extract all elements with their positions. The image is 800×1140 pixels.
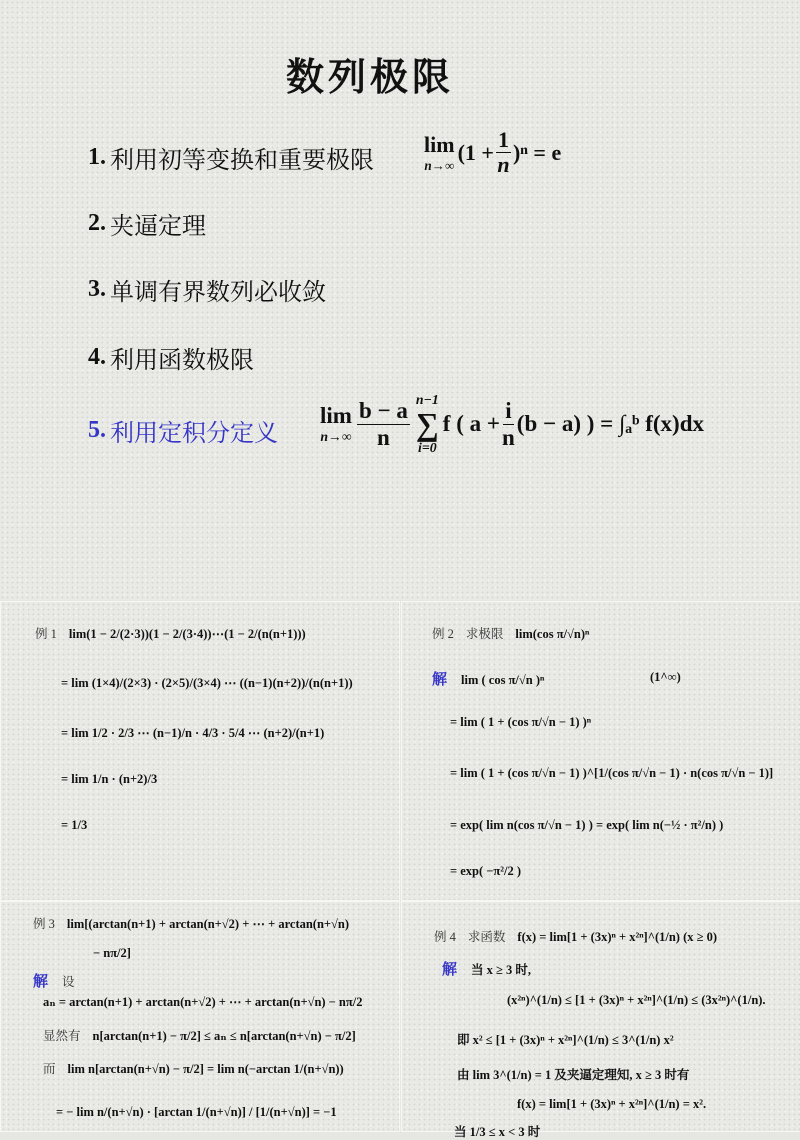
- example-label: 例 1: [35, 627, 57, 641]
- example-3-line-5: = − lim n/(n+√n) · [arctan 1/(n+√n)] / [1/(n+√n)] = −1: [56, 1105, 337, 1119]
- example-2-line-4: = exp( lim n(cos π/√n − 1) ) = exp( lim n(−½ · π²/n) ): [450, 818, 724, 832]
- example-4-line-0: [434, 927, 717, 945]
- slide-title: 数列极限: [285, 55, 454, 99]
- frac-num: i: [505, 398, 512, 424]
- example-label: 例 3: [33, 917, 55, 931]
- method-5: [88, 413, 278, 448]
- example-4-line-3: 即 x² ≤ [1 + (3x)ⁿ + x²ⁿ]^(1/n) ≤ 3^(1/n) x²: [457, 1033, 674, 1047]
- lim: lim: [320, 403, 352, 428]
- example-3-line-2: aₙ = arctan(n+1) + arctan(n+√2) + ⋯ + arctan(n+√n) − nπ/2: [43, 995, 363, 1009]
- math-line: lim(cos π/√n)ⁿ: [515, 627, 590, 641]
- math-line: lim n[arctan(n+√n) − π/2] = lim n(−arctan 1/(n+√n)): [67, 1062, 344, 1076]
- example-2-line-1: [432, 668, 544, 689]
- item-label: 夹逼定理: [110, 214, 206, 240]
- sum-sign: ∑: [415, 406, 439, 442]
- frac-num: b − a: [358, 398, 408, 424]
- example-1-panel: [0, 601, 400, 901]
- item-number: 3.: [88, 276, 106, 302]
- method-1: [88, 140, 374, 175]
- formula-riemann-sum: [320, 392, 704, 456]
- obviously-text: 显然有: [43, 1029, 81, 1043]
- example-3-line-3: [43, 1026, 356, 1044]
- item-label: 单调有界数列必收敛: [110, 280, 326, 306]
- formula-part: (1 +: [457, 139, 494, 165]
- sum-top: n−1: [415, 392, 439, 407]
- example-1-line-3: = lim 1/n · (n+2)/3: [61, 772, 158, 786]
- example-2-line-3: = lim ( 1 + (cos π/√n − 1) )^[1/(cos π/√n − 1) · n(cos π/√n − 1)]: [450, 766, 774, 780]
- example-3-panel: [0, 901, 400, 1132]
- set-text: 设: [62, 975, 75, 989]
- example-4-panel: [401, 901, 800, 1139]
- example-2-panel: [401, 601, 800, 901]
- math-line: lim[(arctan(n+1) + arctan(n+√2) + ⋯ + arctan(n+√n): [66, 917, 350, 931]
- example-1-line-4: = 1/3: [61, 818, 88, 832]
- example-label: 例 4: [434, 930, 456, 944]
- frac-den: n: [497, 152, 510, 178]
- question-text: 求函数: [467, 930, 506, 944]
- math-line: 当 x ≥ 3 时,: [471, 963, 532, 977]
- example-4-line-1: [442, 958, 531, 979]
- lim-sub: n→∞: [320, 429, 352, 444]
- formula-part: f ( a +: [442, 411, 500, 436]
- sum-bottom: i=0: [418, 440, 437, 455]
- formula-part: )ⁿ = e: [512, 139, 562, 165]
- example-3-line-1: − nπ/2]: [93, 946, 131, 960]
- item-number: 4.: [88, 344, 106, 370]
- math-line: f(x) = lim[1 + (3x)ⁿ + x²ⁿ]^(1/n) (x ≥ 0): [517, 930, 718, 944]
- and-text: 而: [43, 1062, 56, 1076]
- method-2: [88, 206, 206, 241]
- example-1-line-1: = lim (1×4)/(2×3) · (2×5)/(3×4) ⋯ ((n−1)(n+2))/(n(n+1)): [61, 676, 353, 690]
- math-line: lim(1 − 2/(2·3))(1 − 2/(3·4))⋯(1 − 2/(n(n+1))): [68, 627, 306, 641]
- example-3-line-4: [43, 1059, 344, 1077]
- item-number: 2.: [88, 210, 106, 236]
- example-label: 例 2: [432, 627, 454, 641]
- lim: lim: [424, 131, 455, 157]
- example-3-set: [33, 970, 87, 991]
- example-2-line-2: = lim ( 1 + (cos π/√n − 1) )ⁿ: [450, 715, 592, 729]
- solution-label: 解: [442, 962, 458, 978]
- indeterminate-form: (1^∞): [650, 670, 681, 684]
- formula-part: (b − a) ) = ∫ₐᵇ f(x)dx: [516, 411, 705, 436]
- method-3: [88, 272, 326, 307]
- item-label: 利用函数极限: [110, 348, 254, 374]
- example-2-line-0: [432, 624, 589, 642]
- question-text: 求极限: [465, 627, 504, 641]
- frac-den: n: [377, 424, 390, 450]
- lim-sub: n→∞: [424, 157, 455, 173]
- example-3-line-0: [33, 914, 349, 932]
- item-label: 利用初等变换和重要极限: [110, 148, 374, 174]
- formula-e-limit: [424, 128, 561, 177]
- example-4-line-6: 当 1/3 ≤ x < 3 时: [454, 1125, 541, 1139]
- math-line: n[arctan(n+1) − π/2] ≤ aₙ ≤ n[arctan(n+√n) − π/2]: [92, 1029, 356, 1043]
- item-number: 5.: [88, 417, 106, 443]
- example-2-line-5: = exp( −π²/2 ): [450, 864, 522, 878]
- example-1-line-0: [35, 624, 306, 642]
- frac-den: n: [501, 424, 515, 450]
- method-4: [88, 340, 254, 375]
- item-number: 1.: [88, 144, 106, 170]
- example-4-line-5: f(x) = lim[1 + (3x)ⁿ + x²ⁿ]^(1/n) = x².: [517, 1097, 707, 1111]
- example-4-line-4: 由 lim 3^(1/n) = 1 及夹逼定理知, x ≥ 3 时有: [457, 1068, 690, 1082]
- solution-label: 解: [33, 974, 49, 990]
- item-label: 利用定积分定义: [110, 421, 278, 447]
- frac-num: 1: [497, 127, 509, 152]
- example-4-line-2: (x²ⁿ)^(1/n) ≤ [1 + (3x)ⁿ + x²ⁿ]^(1/n) ≤ (3x²ⁿ)^(1/n).: [507, 993, 766, 1007]
- example-1-line-2: = lim 1/2 · 2/3 ⋯ (n−1)/n · 4/3 · 5/4 ⋯ (n+2)/(n+1): [61, 726, 325, 740]
- math-line: lim ( cos π/√n )ⁿ: [461, 673, 545, 687]
- solution-label: 解: [432, 672, 448, 688]
